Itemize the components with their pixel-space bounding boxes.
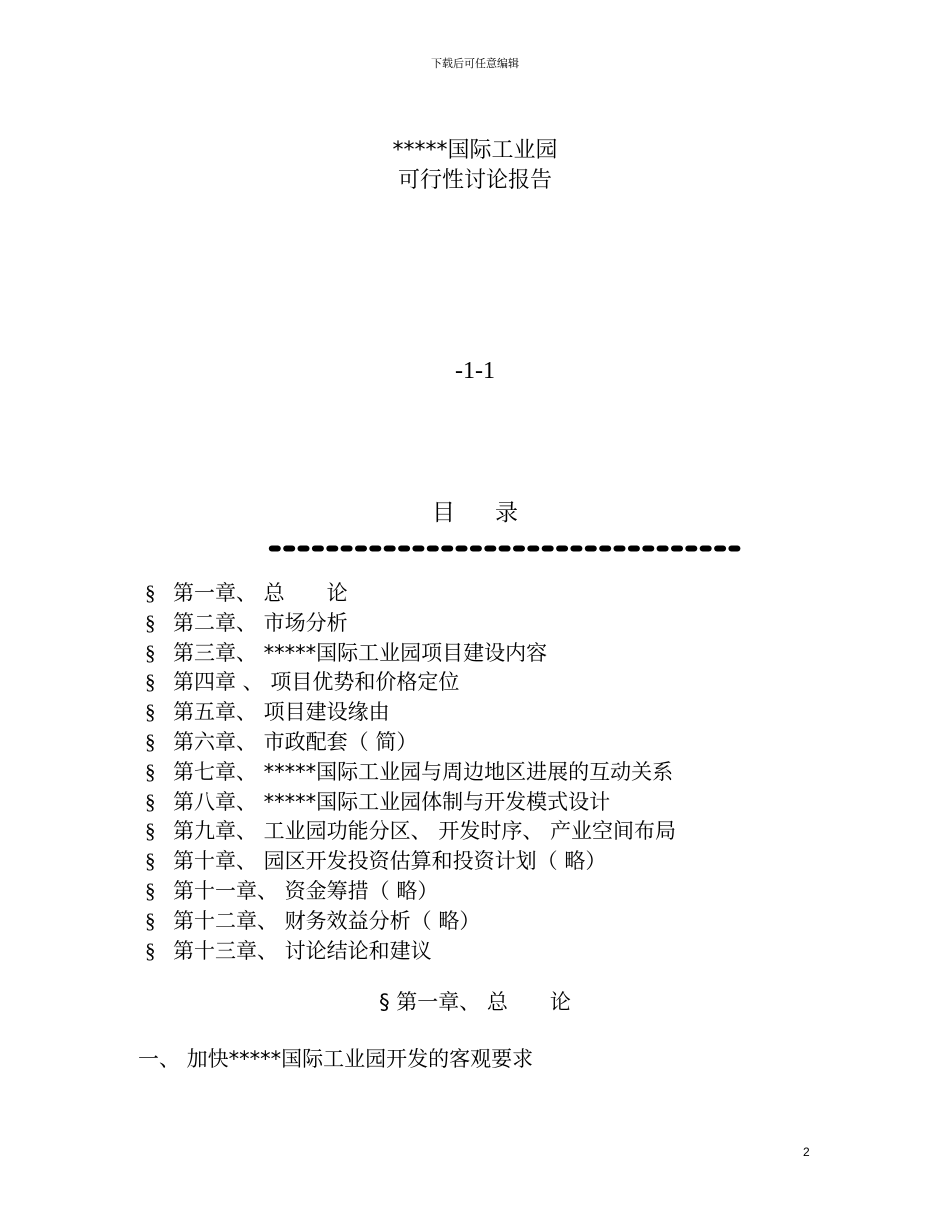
rule-dash [700, 546, 712, 552]
section-marker: § [145, 729, 156, 754]
toc-item[interactable] [145, 639, 676, 669]
rule-dash [283, 546, 295, 552]
section-marker: § [145, 670, 156, 695]
rule-dash [714, 546, 726, 552]
toc-item[interactable] [145, 788, 676, 818]
rule-dash [456, 546, 468, 552]
page-code: -1-1 [455, 358, 495, 384]
section-marker: § [145, 610, 156, 635]
section-marker: § [145, 789, 156, 814]
rule-dash [614, 546, 626, 552]
rule-dash [269, 546, 281, 552]
toc-decorative-rule [268, 544, 742, 553]
rule-dash [570, 546, 582, 552]
section-marker: § [145, 819, 156, 844]
section-marker: § [145, 640, 156, 665]
toc-item-label: 第十二章、 财务效益分析（ 略） [173, 908, 481, 933]
section-marker: § [145, 878, 156, 903]
toc-item[interactable] [145, 937, 676, 967]
toc-item-label: 第十章、 园区开发投资估算和投资计划（ 略） [173, 849, 607, 874]
toc-item[interactable] [145, 698, 676, 728]
rule-dash [642, 546, 654, 552]
rule-dash [685, 546, 697, 552]
rule-dash [470, 546, 482, 552]
rule-dash [341, 546, 353, 552]
rule-dash [441, 546, 453, 552]
section-marker: § [145, 849, 156, 874]
rule-dash [355, 546, 367, 552]
rule-dash [398, 546, 410, 552]
section-marker: § [145, 700, 156, 725]
rule-dash [312, 546, 324, 552]
section-marker: § [145, 759, 156, 784]
toc-item[interactable] [145, 877, 676, 907]
toc-item-label: 第三章、 *****国际工业园项目建设内容 [173, 640, 548, 665]
page-number: 2 [803, 1145, 810, 1159]
toc-item-label: 第六章、 市政配套（ 简） [173, 729, 418, 754]
toc-item-label: 第八章、 *****国际工业园体制与开发模式设计 [173, 789, 611, 814]
rule-dash [427, 546, 439, 552]
toc-item[interactable] [145, 609, 676, 639]
rule-dash [484, 546, 496, 552]
toc-item[interactable] [145, 907, 676, 937]
section-marker: § [145, 908, 156, 933]
rule-dash [728, 546, 740, 552]
toc-list [145, 579, 676, 966]
toc-item-label: 第九章、 工业园功能分区、 开发时序、 产业空间布局 [173, 819, 677, 844]
rule-dash [298, 546, 310, 552]
section-heading: 一、 加快*****国际工业园开发的客观要求 [138, 1047, 534, 1071]
toc-item[interactable] [145, 847, 676, 877]
toc-item-label: 第一章、 总 论 [173, 581, 348, 605]
rule-dash [657, 546, 669, 552]
rule-dash [369, 546, 381, 552]
chapter-heading: § 第一章、 总 论 [379, 990, 571, 1014]
rule-dash [412, 546, 424, 552]
toc-item[interactable] [145, 758, 676, 788]
rule-dash [599, 546, 611, 552]
toc-item-label: 第十一章、 资金筹措（ 略） [173, 878, 439, 903]
section-marker: § [145, 581, 156, 605]
toc-item[interactable] [145, 817, 676, 847]
rule-dash [671, 546, 683, 552]
rule-dash [556, 546, 568, 552]
toc-item[interactable] [145, 728, 676, 758]
toc-item-label: 第四章 、 项目优势和价格定位 [173, 670, 460, 695]
rule-dash [513, 546, 525, 552]
document-title-line1: *****国际工业园 [392, 138, 558, 163]
rule-dash [585, 546, 597, 552]
rule-dash [499, 546, 511, 552]
header-note: 下载后可任意编辑 [431, 57, 519, 70]
rule-dash [384, 546, 396, 552]
toc-item-label: 第十三章、 讨论结论和建议 [173, 938, 432, 963]
section-marker: § [145, 938, 156, 963]
toc-item-label: 第七章、 *****国际工业园与周边地区进展的互动关系 [173, 759, 674, 784]
rule-dash [326, 546, 338, 552]
toc-item-label: 第五章、 项目建设缘由 [173, 700, 390, 725]
rule-dash [527, 546, 539, 552]
document-title-line2: 可行性讨论报告 [397, 168, 552, 193]
rule-dash [628, 546, 640, 552]
toc-item[interactable] [145, 579, 676, 609]
toc-item[interactable] [145, 668, 676, 698]
toc-item-label: 第二章、 市场分析 [173, 610, 348, 635]
toc-heading: 目录 [432, 500, 558, 526]
rule-dash [542, 546, 554, 552]
